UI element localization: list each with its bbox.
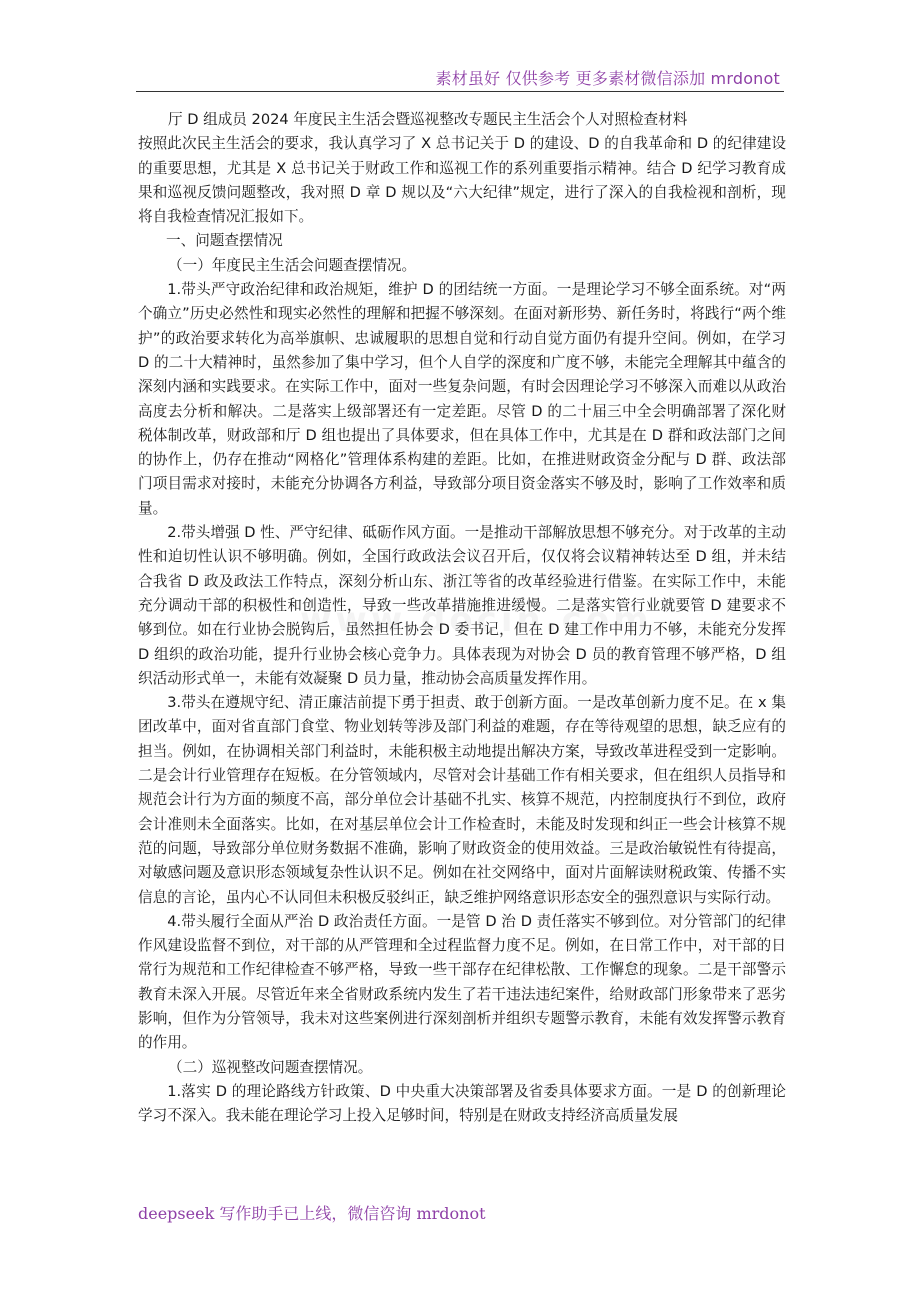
item-paragraph-3: 3.带头在遵规守纪、清正廉洁前提下勇于担责、敢于创新方面。一是改革创新力度不足。在 x 集团改革中，面对省直部门食堂、物业划转等涉及部门利益的难题，存在等待观望的思想，缺乏应有的担当。例如，在协调相关部门利益时，未能积极主动地提出解决方案，导致改革进程受到一定影响。二是会计行业管理存在短板。在分管领域内，尽管对会计基础工作有相关要求，但在组织人员指导和规范会计行为方面的频度不高，部分单位会计基础不扎实、核算不规范，内控制度执行不到位，政府会计准则未全面落实。比如，在对基层单位会计工作检查时，未能及时发现和纠正一些会计核算不规范的问题，导致部分单位财务数据不准确，影响了财政资金的使用效益。三是政治敏锐性有待提高，对敏感问题及意识形态领域复杂性认识不足。例如在社交网络中，面对片面解读财税政策、传播不实信息的言论，虽内心不认同但未积极反驳纠正，缺乏维护网络意识形态安全的强烈意识与实际行动。 xyxy=(138,694,786,906)
subsection-heading-1: （一）年度民主生活会问题查摆情况。 xyxy=(168,256,417,274)
document-title: 厅 D 组成员 2024 年度民主生活会暨巡视整改专题民主生活会个人对照检查材料 xyxy=(168,111,688,128)
header-divider xyxy=(136,91,784,92)
item-paragraph-2: 2.带头增强 D 性、严守纪律、砥砺作风方面。一是推动干部解放思想不够充分。对于改革的主动性和迫切性认识不够明确。例如，全国行政政法会议召开后，仅仅将会议精神转达至 D 组，并未结合我省 D 政及政法工作特点，深刻分析山东、浙江等省的改革经验进行借鉴。在实际工作中，未能充分调动干部的积极性和创造性，导致一些改革措施推进缓慢。二是落实管行业就要管 D 建要求不够到位。如在行业协会脱钩后，虽然担任协会 D 委书记，但在 D 建工作中用力不够，未能充分发挥 D 组织的政治功能，提升行业协会核心竞争力。具体表现为对协会 D 员的教育管理不够严格，D 组织活动形式单一，未能有效凝聚 D 员力量，推动协会高质量发挥作用。 xyxy=(138,524,786,687)
document-body xyxy=(138,108,786,1128)
item-paragraph-4: 4.带头履行全面从严治 D 政治责任方面。一是管 D 治 D 责任落实不够到位。对分管部门的纪律作风建设监督不到位，对干部的从严管理和全过程监督力度不足。例如，在日常工作中，对干部的日常行为规范和工作纪律检查不够严格，导致一些干部存在纪律松散、工作懈怠的现象。二是干部警示教育未深入开展。尽管近年来全省财政系统内发生了若干违法违纪案件，给财政部门形象带来了恶劣影响，但作为分管领导，我未对这些案例进行深刻剖析并组织专题警示教育，未能有效发挥警示教育的作用。 xyxy=(138,912,786,1052)
footer-promo-text: deepseek 写作助手已上线，微信咨询 mrdonot xyxy=(138,1204,486,1223)
header-promo-text: 素材虽好 仅供参考 更多素材微信添加 mrdonot xyxy=(435,69,780,88)
item-paragraph-1: 1.带头严守政治纪律和政治规矩，维护 D 的团结统一方面。一是理论学习不够全面系统。对“两个确立”历史必然性和现实必然性的理解和把握不够深刻。在面对新形势、新任务时，将践行“两个维护”的政治要求转化为高举旗帜、忠诚履职的思想自觉和行动自觉方面仍有提升空间。例如，在学习 D 的二十大精神时，虽然参加了集中学习，但个人自学的深度和广度不够，未能完全理解其中蕴含的深刻内涵和实践要求。在实际工作中，面对一些复杂问题，有时会因理论学习不够深入而难以从政治高度去分析和解决。二是落实上级部署还有一定差距。尽管 D 的二十届三中全会明确部署了深化财税体制改革，财政部和厅 D 组也提出了具体要求，但在具体工作中，尤其是在 D 群和政法部门之间的协作上，仍存在推动“网格化”管理体系构建的差距。比如，在推进财政资金分配与 D 群、政法部门项目需求对接时，未能充分协调各方利益，导致部分项目资金落实不够及时，影响了工作效率和质量。 xyxy=(138,281,787,517)
subsection-heading-2: （二）巡视整改问题查摆情况。 xyxy=(168,1058,373,1076)
section-heading-1: 一、问题查摆情况 xyxy=(166,232,283,250)
intro-paragraph: 按照此次民主生活会的要求，我认真学习了 X 总书记关于 D 的建设、D 的自我革命和 D 的纪律建设的重要思想，尤其是 X 总书记关于财政工作和巡视工作的系列重要指示精神。结合 D 纪学习教育成果和巡视反馈问题整改，我对照 D 章 D 规以及“六大纪律”规定，进行了深入的自我检视和剖析，现将自我检查情况汇报如下。 xyxy=(138,135,786,226)
item-paragraph-5: 1.落实 D 的理论路线方针政策、D 中央重大决策部署及省委具体要求方面。一是 D 的创新理论学习不深入。我未能在理论学习上投入足够时间，特别是在财政支持经济高质量发展 xyxy=(138,1082,786,1125)
